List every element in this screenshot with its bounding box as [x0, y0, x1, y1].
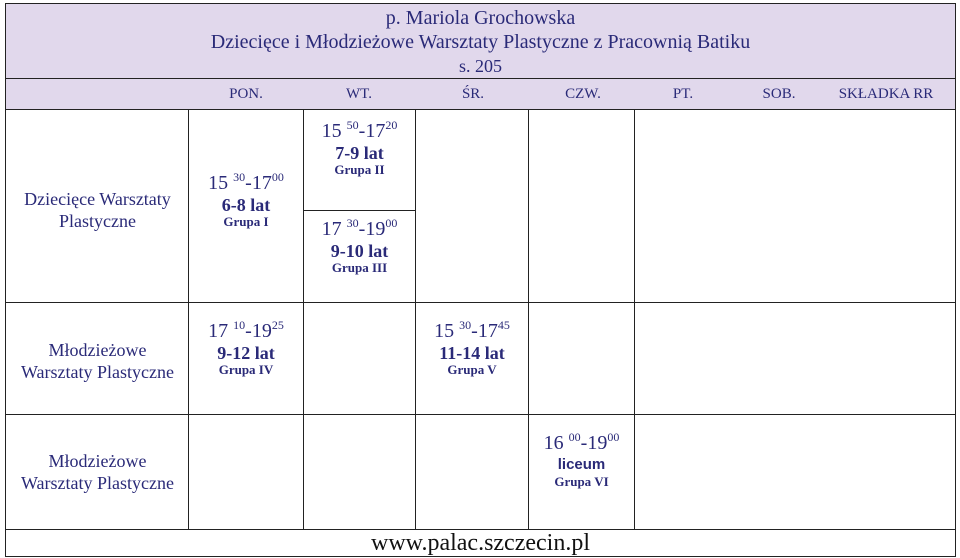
slot-time: 15 $^{30}-17^{45}$	[434, 318, 510, 342]
slot-group: Grupa I	[223, 214, 269, 229]
website-url: www.palac.szczecin.pl	[371, 530, 590, 556]
row-label-line: Plastyczne	[59, 211, 136, 231]
slot-group-2	[304, 118, 415, 177]
slot-time: 15 $^{50}-17^{20}$	[321, 118, 398, 142]
slot-time: 15 $^{30}-17^{00}$	[208, 170, 284, 194]
slot-age: 9-10 lat	[330, 241, 389, 261]
grid-line	[634, 110, 635, 530]
grid-line	[6, 414, 955, 415]
workshop-title: Dziecięce i Młodzieżowe Warsztaty Plastyczne z Pracownią Batiku	[210, 31, 751, 53]
slot-time: 17 $^{30}-19^{00}$	[321, 216, 398, 240]
slot-group-1	[189, 170, 303, 229]
slot-group: Grupa VI	[554, 474, 609, 489]
day-tue: WT.	[346, 86, 372, 102]
schedule-header	[5, 3, 956, 79]
slot-group: Grupa IV	[218, 362, 274, 377]
teacher-name: p. Mariola Grochowska	[385, 7, 576, 29]
slot-group-6	[529, 430, 634, 489]
website-footer	[5, 530, 956, 557]
day-fri: PT.	[672, 86, 694, 102]
row-label-line: Młodzieżowe	[48, 451, 147, 471]
slot-time: 17 $^{10}-19^{25}$	[208, 318, 284, 342]
slot-group-3	[304, 216, 415, 275]
row-label-line: Warsztaty Plastyczne	[21, 473, 174, 493]
slot-time: 16 $^{00}-19^{00}$	[543, 430, 620, 454]
row-label-line: Warsztaty Plastyczne	[21, 362, 174, 382]
weekday-header-row	[5, 79, 956, 110]
slot-age: liceum	[557, 456, 606, 473]
slot-group-5	[416, 318, 528, 377]
slot-group: Grupa III	[331, 260, 388, 275]
day-thu: CZW.	[565, 86, 601, 102]
slot-age: 7-9 lat	[335, 143, 384, 163]
day-fee: SKŁADKA RR	[838, 86, 934, 102]
day-wed: ŚR.	[461, 86, 485, 102]
room-number: s. 205	[458, 56, 502, 76]
day-sat: SOB.	[762, 86, 796, 102]
slot-group-4	[189, 318, 303, 377]
slot-group: Grupa II	[334, 162, 385, 177]
row-label-youth-2	[6, 450, 189, 494]
slot-age: 9-12 lat	[217, 343, 275, 363]
slot-age: 11-14 lat	[439, 343, 505, 363]
schedule-grid	[5, 110, 956, 530]
grid-line	[6, 302, 955, 303]
row-label-line: Młodzieżowe	[48, 340, 147, 360]
grid-line	[303, 210, 416, 211]
day-mon: PON.	[229, 86, 263, 102]
row-label-line: Dziecięce Warsztaty	[24, 189, 171, 209]
row-label-children	[6, 188, 189, 232]
slot-group: Grupa V	[447, 362, 497, 377]
row-label-youth-1	[6, 339, 189, 383]
slot-age: 6-8 lat	[221, 195, 271, 215]
